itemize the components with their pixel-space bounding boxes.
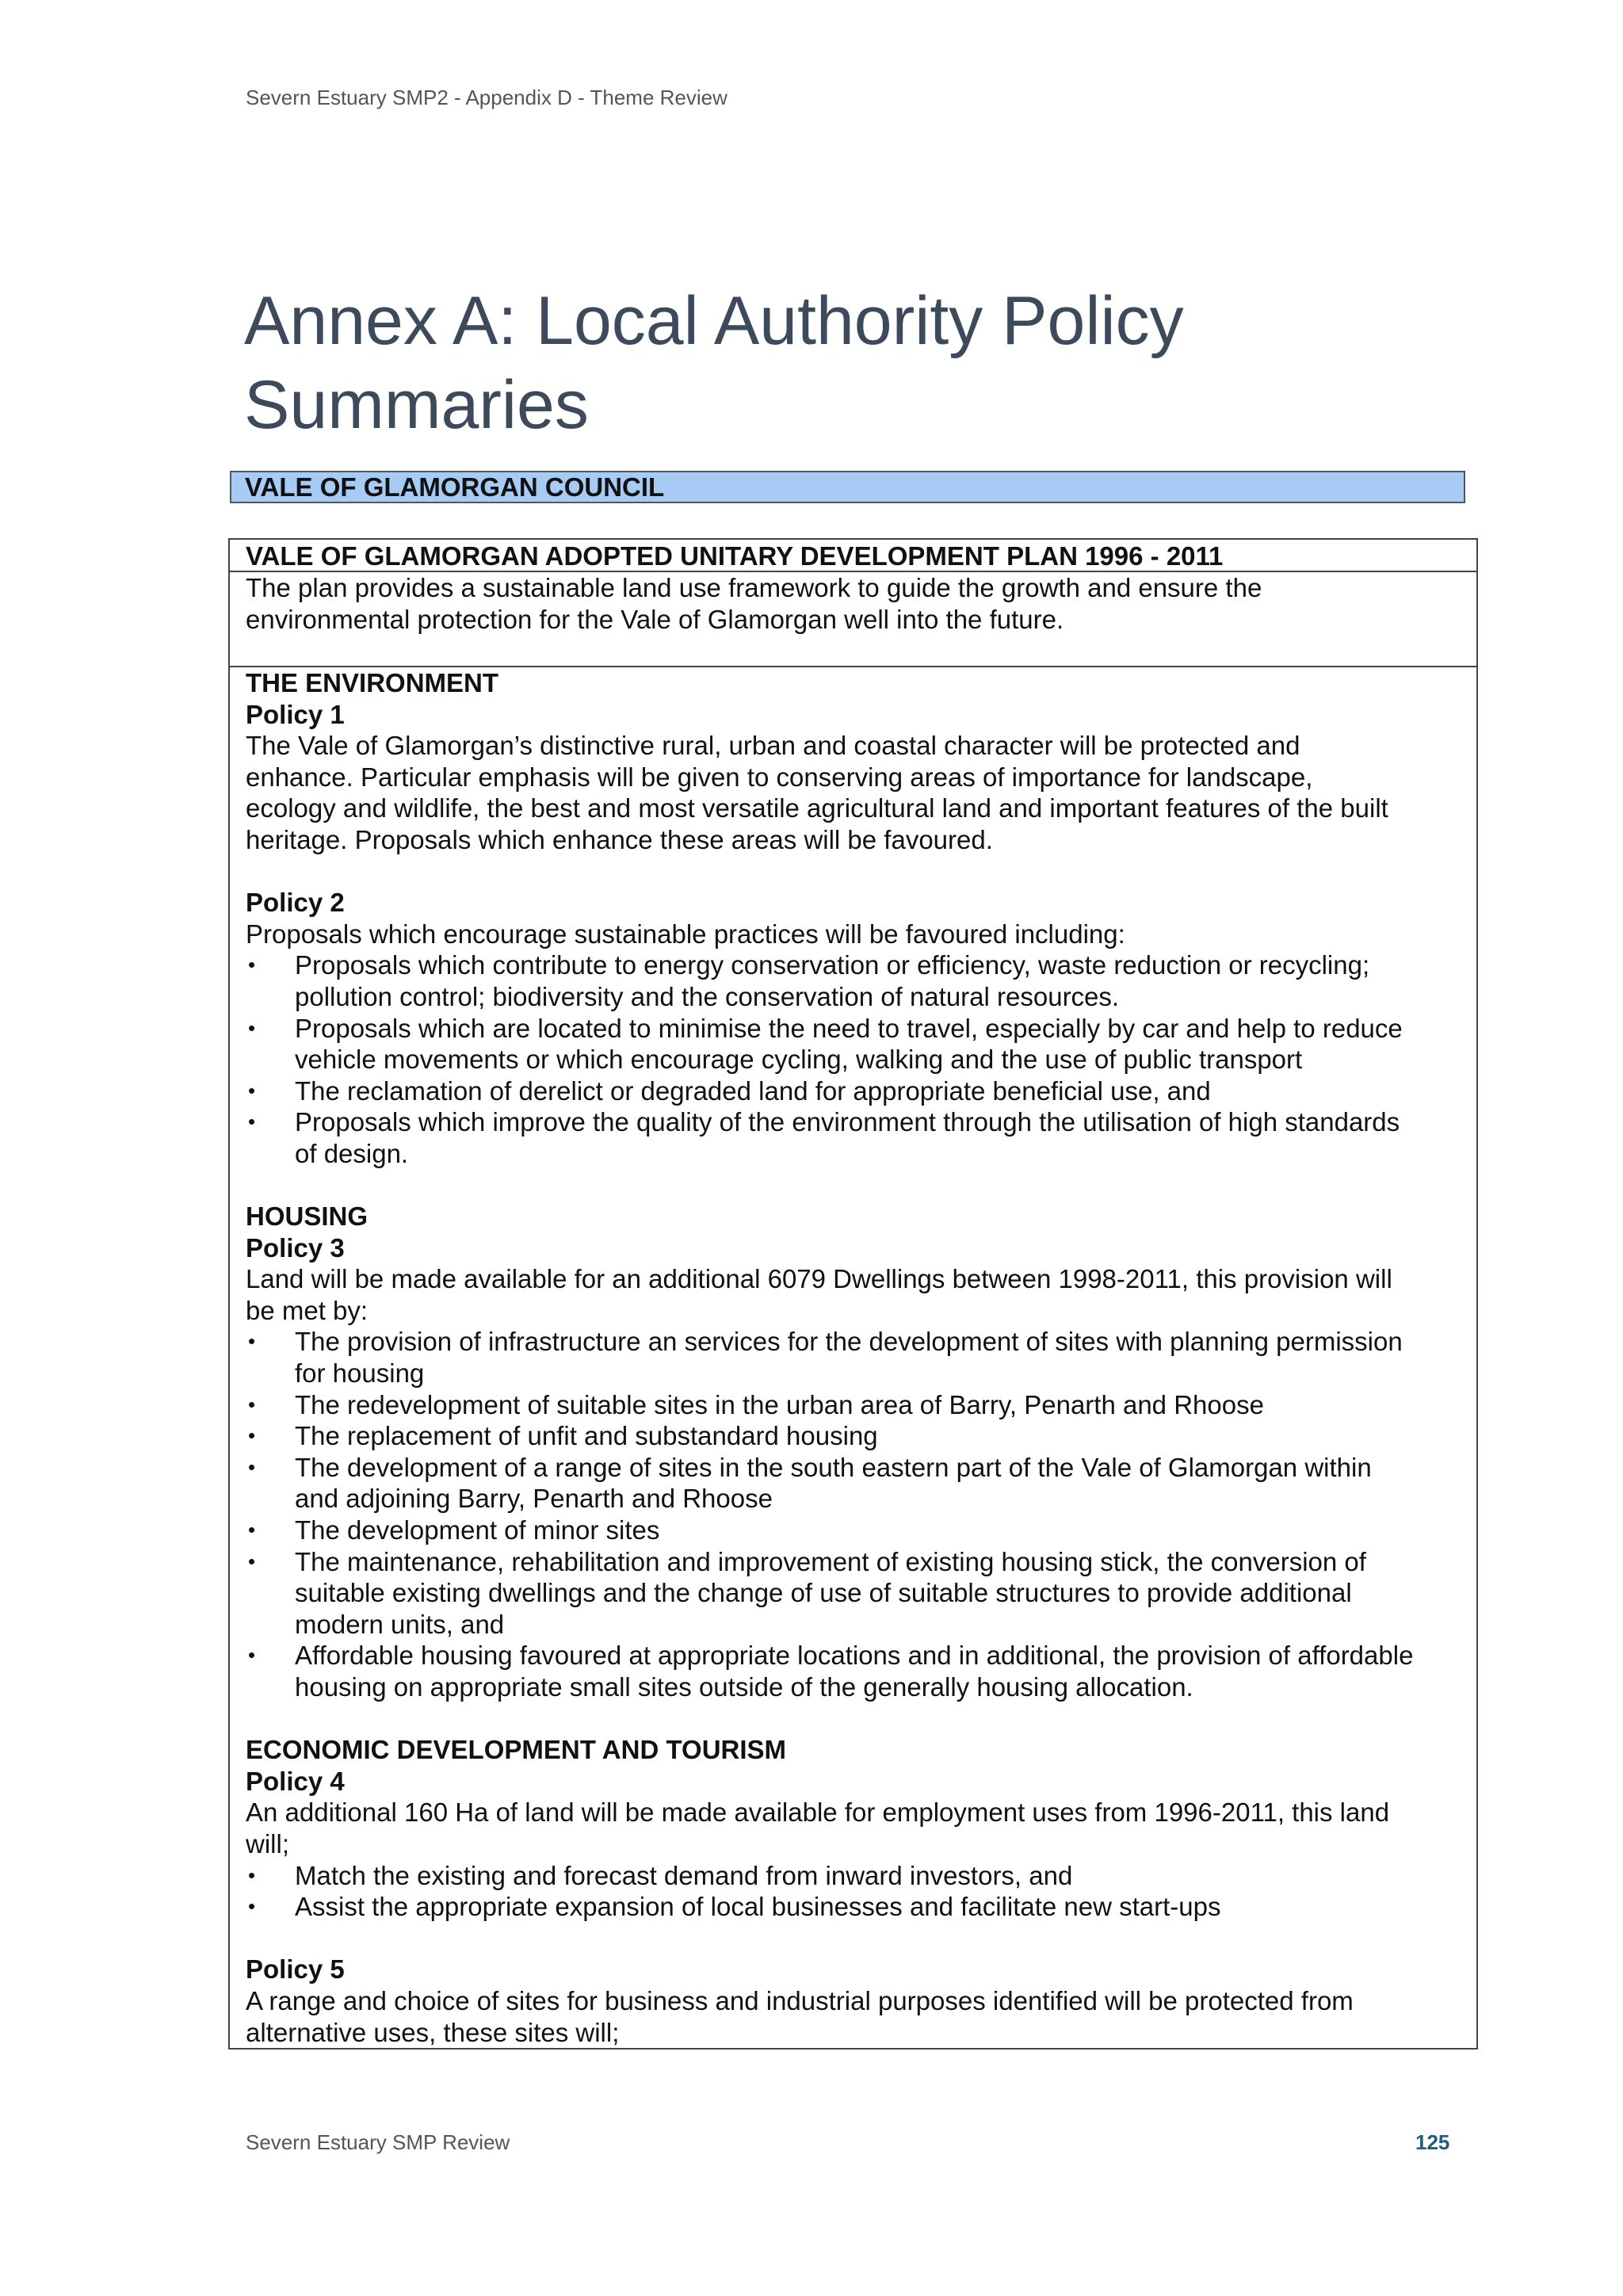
policy-label: Policy 3 bbox=[246, 1232, 345, 1263]
running-header: Severn Estuary SMP2 - Appendix D - Theme Review bbox=[246, 86, 727, 109]
list-item: • The development of a range of sites in the south eastern part of the Vale of Glamorgan within and adjoining Barry, Penarth and Rhoose bbox=[248, 1452, 1372, 1514]
bullet-dot-icon: • bbox=[248, 1894, 256, 1919]
spacer bbox=[246, 1170, 1464, 1201]
bullet-dot-icon: • bbox=[248, 1110, 256, 1134]
policy-text-line: alternative uses, these sites will; bbox=[246, 2017, 620, 2047]
list-item: • Proposals which are located to minimise the need to travel, especially by car and help to reduce vehicle movements or which encourage cycling, walking and the use of public transport bbox=[248, 1013, 1403, 1075]
bullet-dot-icon: • bbox=[248, 1643, 256, 1668]
policy-text-line: enhance. Particular emphasis will be given to conserving areas of importance for landscape, bbox=[246, 762, 1313, 792]
section-heading-housing: HOUSING bbox=[246, 1201, 369, 1232]
list-item: • Affordable housing favoured at appropriate locations and in additional, the provision of affordable housing on appropriate small sites outside of the generally housing allocation. bbox=[248, 1641, 1414, 1702]
policy-text-line: A range and choice of sites for business and industrial purposes identified will be protected from bbox=[246, 1985, 1354, 2015]
bullet-dot-icon: • bbox=[248, 1392, 256, 1416]
list-item: • The maintenance, rehabilitation and improvement of existing housing stick, the conversion of suitable existing dwellings and the change of use of suitable structures to provide additional modern units, and bbox=[248, 1546, 1366, 1639]
list-item: • The redevelopment of suitable sites in the urban area of Barry, Penarth and Rhoose bbox=[248, 1389, 1264, 1419]
bullet-dot-icon: • bbox=[248, 1518, 256, 1542]
bullet-dot-icon: • bbox=[248, 1329, 256, 1354]
bullet-dot-icon: • bbox=[248, 1015, 256, 1040]
plan-intro bbox=[230, 572, 1476, 667]
page-title bbox=[244, 279, 1512, 447]
policy-label: Policy 1 bbox=[246, 699, 345, 729]
policy-label: Policy 5 bbox=[246, 1954, 345, 1985]
plan-intro-line-1: The plan provides a sustainable land use framework to guide the growth and ensure the bbox=[246, 573, 1262, 602]
list-item: • Proposals which improve the quality of the environment through the utilisation of high standards of design. bbox=[248, 1107, 1400, 1168]
plan-title: VALE OF GLAMORGAN ADOPTED UNITARY DEVELOPMENT PLAN 1996 - 2011 bbox=[230, 540, 1476, 572]
council-heading-bar: VALE OF GLAMORGAN COUNCIL bbox=[230, 471, 1465, 503]
bullet-dot-icon: • bbox=[248, 1078, 256, 1102]
policy-label: Policy 4 bbox=[246, 1766, 345, 1796]
plan-summary-table bbox=[228, 538, 1478, 2050]
list-item: • The reclamation of derelict or degraded land for appropriate beneficial use, and bbox=[248, 1075, 1211, 1106]
list-item: • Assist the appropriate expansion of local businesses and facilitate new start-ups bbox=[248, 1892, 1221, 1922]
policy-label: Policy 2 bbox=[246, 888, 345, 918]
list-item: • The provision of infrastructure an services for the development of sites with planning permission for housing bbox=[248, 1327, 1403, 1389]
list-item: • The development of minor sites bbox=[248, 1515, 660, 1545]
bullet-list bbox=[246, 1860, 1464, 1923]
spacer bbox=[246, 1703, 1464, 1735]
bullet-list bbox=[246, 949, 1464, 1169]
policy-intro: Proposals which encourage sustainable practices will be favoured including: bbox=[246, 919, 1125, 949]
page-number: 125 bbox=[1415, 2130, 1450, 2154]
page-title-line-2: Summaries bbox=[244, 367, 589, 443]
bullet-dot-icon: • bbox=[248, 1423, 256, 1448]
policy-intro: An additional 160 Ha of land will be made available for employment uses from 1996-2011, this land will; bbox=[246, 1797, 1390, 1859]
spacer bbox=[246, 1923, 1464, 1954]
policy-text-line: heritage. Proposals which enhance these areas will be favoured. bbox=[246, 824, 993, 854]
bullet-dot-icon: • bbox=[248, 1549, 256, 1573]
section-heading-economic: ECONOMIC DEVELOPMENT AND TOURISM bbox=[246, 1735, 787, 1765]
policy-text-line: The Vale of Glamorgan’s distinctive rural, urban and coastal character will be protected and bbox=[246, 731, 1300, 761]
policy-text-line: ecology and wildlife, the best and most versatile agricultural land and important features of the built bbox=[246, 793, 1388, 823]
plan-policies-body bbox=[230, 667, 1476, 2048]
spacer bbox=[246, 856, 1464, 888]
list-item: • Proposals which contribute to energy conservation or efficiency, waste reduction or recycling; pollution control; biodiversity and the conservation of natural resources. bbox=[248, 950, 1370, 1011]
list-item: • The replacement of unfit and substandard housing bbox=[248, 1421, 878, 1451]
bullet-dot-icon: • bbox=[248, 953, 256, 977]
policy-intro: Land will be made available for an additional 6079 Dwellings between 1998-2011, this provision will be met by: bbox=[246, 1264, 1392, 1325]
section-heading-environment: THE ENVIRONMENT bbox=[246, 668, 499, 697]
page-title-line-1: Annex A: Local Authority Policy bbox=[244, 283, 1184, 359]
bullet-dot-icon: • bbox=[248, 1454, 256, 1479]
bullet-dot-icon: • bbox=[248, 1862, 256, 1887]
bullet-list bbox=[246, 1326, 1464, 1702]
footer-title: Severn Estuary SMP Review bbox=[246, 2130, 510, 2154]
list-item: • Match the existing and forecast demand from inward investors, and bbox=[248, 1860, 1073, 1890]
plan-intro-line-2: environmental protection for the Vale of Glamorgan well into the future. bbox=[246, 604, 1064, 634]
